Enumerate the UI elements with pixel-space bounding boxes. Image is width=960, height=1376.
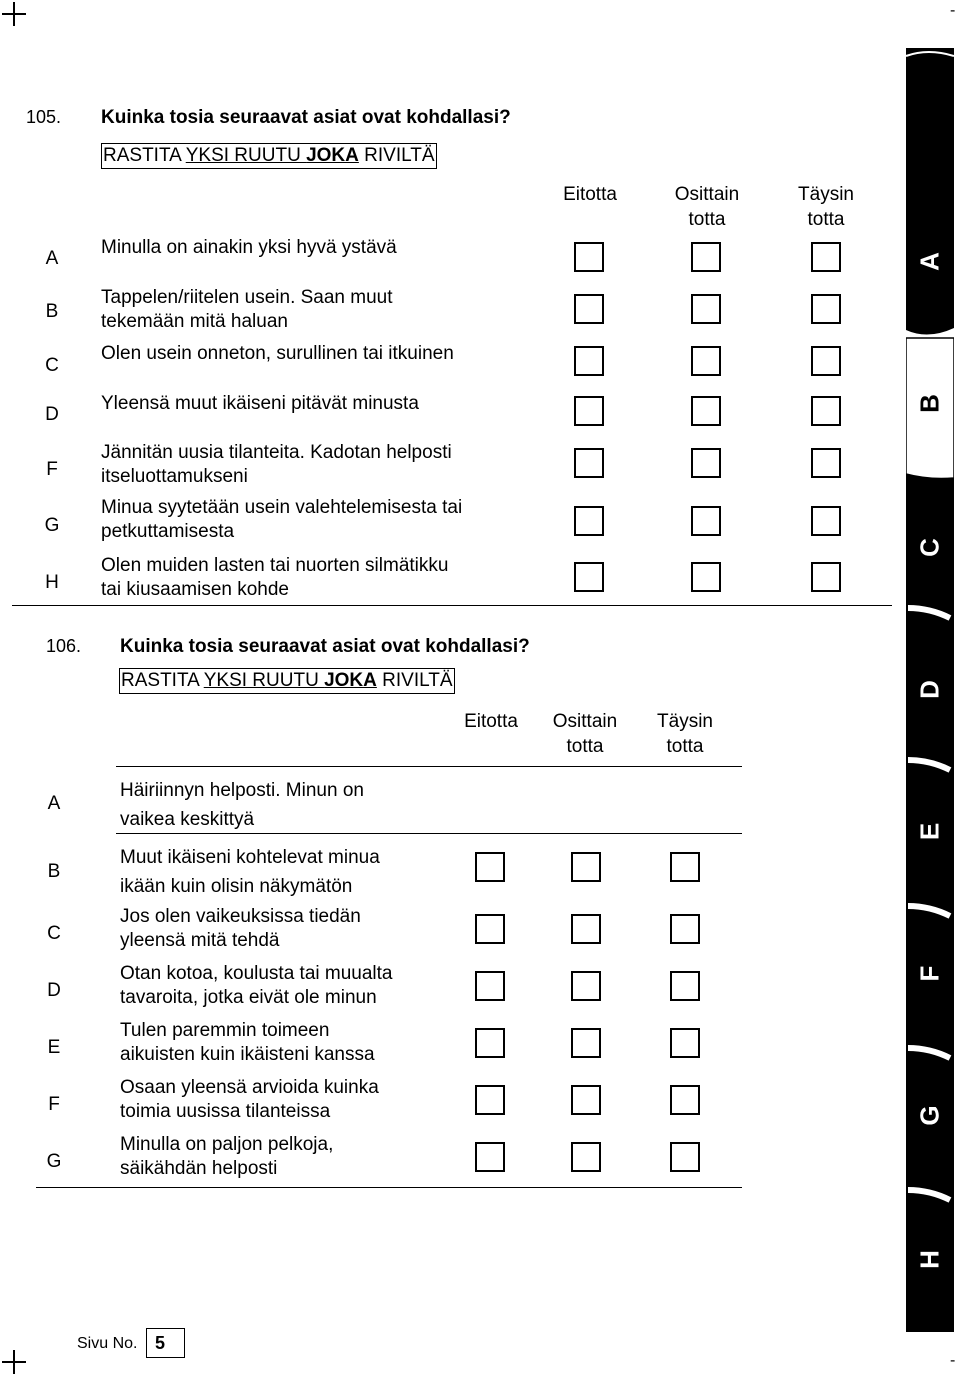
checkbox-ei-totta[interactable] (574, 562, 604, 592)
row-text-line1: Minua syytetään usein valehtelemisesta tai (101, 497, 463, 518)
checkbox-ei-totta[interactable] (574, 396, 604, 426)
row-text-line2: yleensä mitä tehdä (120, 930, 280, 951)
q105-col-osittain-totta: Osittain totta (674, 184, 740, 230)
q106-row-a-rule (116, 833, 742, 834)
row-text-line2: säikähdän helposti (120, 1158, 278, 1179)
section-tab-a[interactable]: A (914, 252, 945, 271)
question-106-title: Kuinka tosia seuraavat asiat ovat kohdallasi? (120, 636, 530, 657)
row-text (120, 905, 361, 953)
checkbox-ei-totta[interactable] (574, 294, 604, 324)
row-text (101, 342, 454, 366)
row-letter: G (44, 515, 60, 536)
row-letter: E (47, 1037, 61, 1058)
row-text-line2: itseluottamukseni (101, 466, 248, 487)
checkbox-ei-totta[interactable] (574, 448, 604, 478)
row-text-line1: Muut ikäiseni kohtelevat minua (120, 847, 380, 868)
q106-header-rule (116, 766, 742, 767)
q106-col-osittain-totta: Osittain totta (552, 711, 618, 757)
q105-col-taysin-totta: Täysin totta (798, 184, 854, 230)
row-letter: B (47, 861, 61, 882)
question-105-number: 105. (26, 107, 62, 127)
checkbox-osittain-totta[interactable] (571, 852, 601, 882)
section-tab-d[interactable]: D (914, 680, 945, 699)
checkbox-osittain-totta[interactable] (691, 294, 721, 324)
row-text-line2: ikään kuin olisin näkymätön (120, 876, 353, 897)
checkbox-taysin-totta[interactable] (670, 852, 700, 882)
row-text (120, 1019, 375, 1067)
checkbox-ei-totta[interactable] (475, 971, 505, 1001)
crop-mark-top-left-v (13, 2, 15, 26)
question-105-title: Kuinka tosia seuraavat asiat ovat kohdallasi? (101, 107, 511, 128)
row-letter: A (45, 248, 59, 269)
row-text-line2: aikuisten kuin ikäisteni kanssa (120, 1044, 375, 1065)
row-text-line1: Tappelen/riitelen usein. Saan muut (101, 287, 393, 308)
row-text-line2: vaikea keskittyä (120, 809, 255, 830)
row-text (101, 236, 397, 260)
checkbox-osittain-totta[interactable] (571, 1142, 601, 1172)
row-text (120, 776, 364, 834)
checkbox-ei-totta[interactable] (574, 346, 604, 376)
row-text-line1: Tulen paremmin toimeen (120, 1020, 330, 1041)
row-text-line1: Olen muiden lasten tai nuorten silmätikku (101, 555, 449, 576)
row-text (101, 392, 419, 416)
row-letter: G (46, 1151, 62, 1172)
row-letter: F (46, 459, 58, 480)
instruction-emphasis: JOKA (324, 670, 377, 691)
row-text (120, 1133, 333, 1181)
checkbox-ei-totta[interactable] (475, 852, 505, 882)
row-text-line2: tekemään mitä haluan (101, 311, 288, 332)
row-text (101, 286, 393, 334)
row-letter: C (45, 355, 59, 376)
row-text-line1: Häiriinnyn helposti. Minun on (120, 780, 364, 801)
q106-col-taysin-totta: Täysin totta (657, 711, 713, 757)
row-text-line1: Minulla on paljon pelkoja, (120, 1134, 334, 1155)
checkbox-osittain-totta[interactable] (691, 346, 721, 376)
instruction-emphasis: JOKA (306, 145, 359, 166)
instruction-text: RASTITA (103, 145, 186, 166)
crop-mark-bottom-left-v (13, 1350, 15, 1374)
checkbox-osittain-totta[interactable] (571, 1028, 601, 1058)
checkbox-taysin-totta[interactable] (811, 562, 841, 592)
checkbox-taysin-totta[interactable] (811, 396, 841, 426)
checkbox-osittain-totta[interactable] (691, 506, 721, 536)
checkbox-taysin-totta[interactable] (670, 1085, 700, 1115)
question-106-instruction (119, 668, 455, 694)
q105-col-ei-totta: Eitotta (563, 184, 617, 205)
row-letter: A (47, 793, 61, 814)
checkbox-taysin-totta[interactable] (811, 506, 841, 536)
checkbox-taysin-totta[interactable] (811, 346, 841, 376)
section-tab-b[interactable]: B (914, 394, 945, 413)
row-text-line1: Minulla on ainakin yksi hyvä ystävä (101, 237, 397, 258)
checkbox-osittain-totta[interactable] (691, 448, 721, 478)
row-text (120, 962, 393, 1010)
checkbox-taysin-totta[interactable] (811, 448, 841, 478)
question-105-instruction (101, 143, 437, 169)
section-tab-g[interactable]: G (914, 1105, 945, 1126)
row-letter: F (48, 1094, 60, 1115)
instruction-text-end: RIVILTÄ (358, 145, 435, 166)
checkbox-osittain-totta[interactable] (691, 242, 721, 272)
checkbox-osittain-totta[interactable] (571, 971, 601, 1001)
instruction-underlined: YKSI RUUTU (203, 670, 325, 691)
checkbox-osittain-totta[interactable] (571, 1085, 601, 1115)
instruction-underlined: YKSI RUUTU (185, 145, 307, 166)
row-text (101, 496, 462, 544)
checkbox-taysin-totta[interactable] (811, 242, 841, 272)
page-number-box: 5 (146, 1328, 185, 1358)
checkbox-osittain-totta[interactable] (691, 396, 721, 426)
row-text-line1: Jos olen vaikeuksissa tiedän (120, 906, 361, 927)
row-text-line2: petkuttamisesta (101, 521, 235, 542)
checkbox-taysin-totta[interactable] (670, 1028, 700, 1058)
row-letter: C (47, 923, 61, 944)
row-text-line1: Otan kotoa, koulusta tai muualta (120, 963, 393, 984)
page-number-label: Sivu No. (77, 1335, 138, 1352)
row-letter: D (45, 404, 59, 425)
row-text (101, 554, 448, 602)
row-text-line1: Osaan yleensä arvioida kuinka (120, 1077, 379, 1098)
row-text-line1: Jännitän uusia tilanteita. Kadotan helposti (101, 442, 452, 463)
checkbox-taysin-totta[interactable] (670, 971, 700, 1001)
section-tab-strip (906, 48, 954, 1332)
checkbox-ei-totta[interactable] (475, 914, 505, 944)
crop-mark-top-right: - (950, 2, 956, 19)
instruction-text-end: RIVILTÄ (376, 670, 453, 691)
checkbox-taysin-totta[interactable] (670, 1142, 700, 1172)
checkbox-osittain-totta[interactable] (571, 914, 601, 944)
row-text (120, 1076, 379, 1124)
q106-col-ei-totta: Eitotta (464, 711, 518, 732)
checkbox-osittain-totta[interactable] (691, 562, 721, 592)
section-tab-f[interactable]: F (914, 965, 945, 982)
section-tab-h[interactable]: H (914, 1250, 945, 1269)
row-text (101, 441, 452, 489)
checkbox-taysin-totta[interactable] (670, 914, 700, 944)
row-letter: H (45, 572, 59, 593)
q106-bottom-rule (36, 1187, 742, 1188)
checkbox-ei-totta[interactable] (475, 1028, 505, 1058)
row-text-line1: Yleensä muut ikäiseni pitävät minusta (101, 393, 419, 414)
section-tab-e[interactable]: E (914, 822, 945, 841)
row-text (120, 843, 380, 901)
checkbox-taysin-totta[interactable] (811, 294, 841, 324)
row-text-line2: tai kiusaamisen kohde (101, 579, 289, 600)
row-text-line1: Olen usein onneton, surullinen tai itkuinen (101, 343, 454, 364)
checkbox-ei-totta[interactable] (475, 1142, 505, 1172)
question-106-number: 106. (46, 636, 82, 656)
row-letter: B (45, 301, 59, 322)
checkbox-ei-totta[interactable] (574, 506, 604, 536)
instruction-text: RASTITA (121, 670, 204, 691)
row-text-line2: tavaroita, jotka eivät ole minun (120, 987, 377, 1008)
section-tab-c[interactable]: C (914, 538, 945, 557)
q105-bottom-rule (12, 605, 892, 606)
row-text-line2: toimia uusissa tilanteissa (120, 1101, 331, 1122)
checkbox-ei-totta[interactable] (574, 242, 604, 272)
crop-mark-bottom-right: - (950, 1352, 956, 1369)
row-letter: D (47, 980, 61, 1001)
checkbox-ei-totta[interactable] (475, 1085, 505, 1115)
